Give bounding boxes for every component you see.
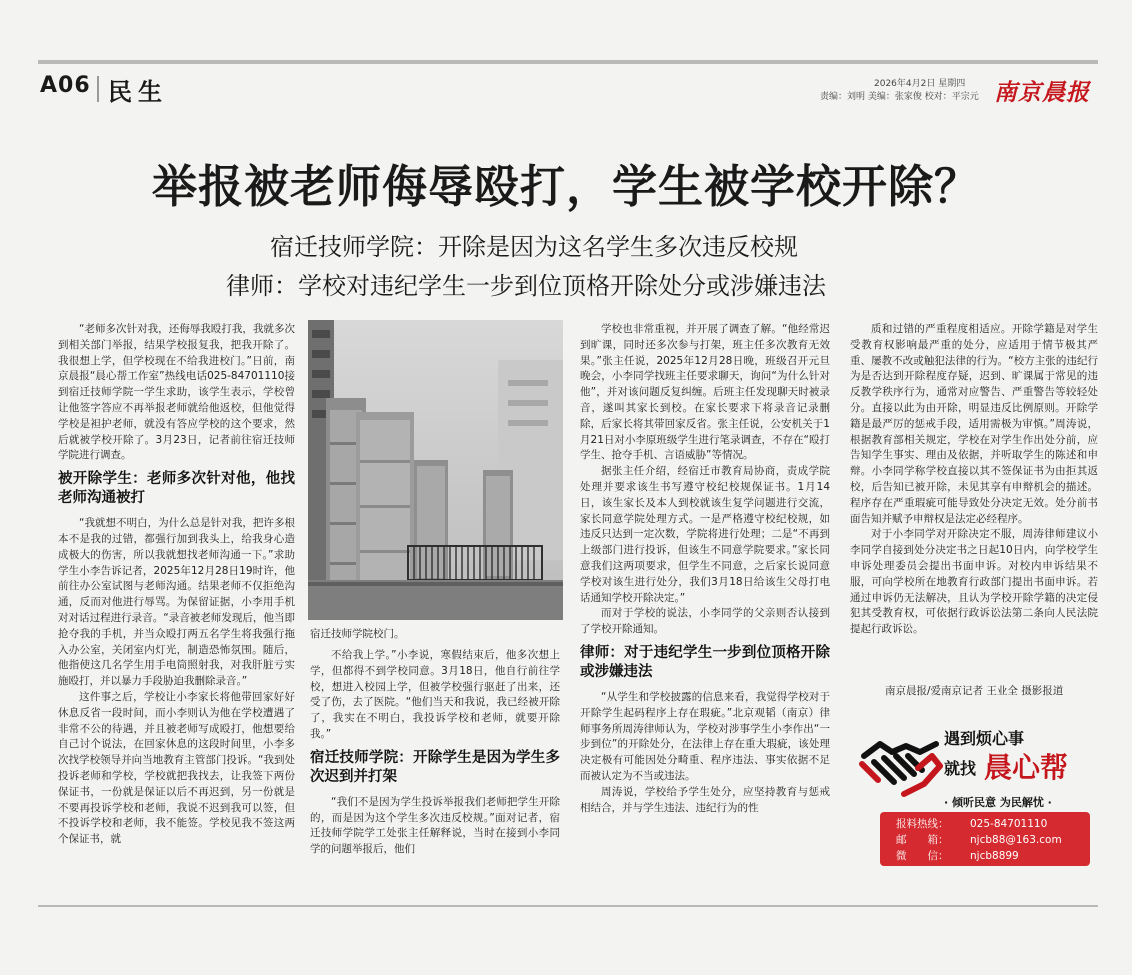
article-paragraph: 学校也非常重视，并开展了调查了解。“他经常迟到旷课，同时还多次参与打架，班主任多次教育无效果。”张主任说，2025年12月28日晚，班级召开元旦晚会，小李同学找班主任要求聊天，询问“为什么针对他”，并对该问题反复纠缠。后班主任发现聊天时被录音，遂叫其家长到校。在家长要求下将录音记录删除，后家长将其带回家反省。张主任说，公安机关于1月21日对小李原班级学生进行笔录调查，不存在“殴打学生、抢夺手机、言语威胁”等情况。 (580, 323, 830, 462)
ad-brand: 晨心帮 (984, 751, 1069, 784)
article-paragraph: 这件事之后，学校让小李家长将他带回家好好休息反省一段时间，而小李则认为他在学校遭遇了非常不公的待遇，并且被老师写成殴打，他想要给自己讨个说法，在回家休息的这段时间里，小李多次找学校领导并向当地教育主管部门投诉。“我到处投诉老师和学校，学校就把我找去，让我签下两份保证书，一份就是保证以后不再迟到，另一份就是不要再投诉学校和老师，我说不迟到我可以签，但不投诉学校和老师，我不能签。学校见我不签这两个保证书，就 (58, 690, 295, 846)
handshake-icon (858, 722, 944, 808)
article-paragraph: “我就想不明白，为什么总是针对我，把许多根本不是我的过错，都强行加到我头上，给我身心造成极大的伤害，所以我就想找老师沟通一下。”求助学生小李告诉记者，2025年12月28日19时许，他前往办公室试图与老师沟通。结果老师不仅拒绝沟通，反而对他进行辱骂。为保留证据，小李用手机对对话过程进行录音。“录音被老师发现后，他当即抢夺我的手机，并当众殴打两五名学生将我强行拖入办公室，关闭室内灯光，制造恐怖氛围。随后，他指使这几名学生用手电筒照射我，对我肝脏亏实施殴打，并以暴力手段胁迫我删除录音。” (58, 517, 295, 688)
contact-box (880, 812, 1090, 866)
article-paragraph: 对于小李同学对开除决定不服，周涛律师建议小李同学自接到处分决定书之日起10日内，向学校学生申诉处理委员会提出书面申诉。对校内申诉结果不服，可向学校所在地教育行政部门提出书面申诉。若通过申诉仍无法解决，且认为学校开除学籍的决定侵犯其受教育权，可依据行政诉讼法第二条向人民法院提起行政诉讼。 (850, 528, 1098, 636)
hotline-label: 报料热线： (896, 818, 949, 830)
article-paragraph: “从学生和学校披露的信息来看，我觉得学校对于开除学生起码程序上存在瑕疵。”北京观韬（南京）律师事务所周涛律师认为，学校对涉事学生小李作出“一步到位”的开除处分，在法律上存在重大瑕疵，该处理决定极有可能因处分畸重、程序违法、事实依据不足而被认定为不当或违法。 (580, 690, 830, 782)
wechat-row (896, 848, 1019, 863)
chenxinbang-ad (858, 716, 1098, 868)
article-paragraph: 而对于学校的说法，小李同学的父亲则否认接到了学校开除通知。 (580, 607, 830, 636)
subheadline-school: 宿迁技师学院：开除是因为这名学生多次违反校规 (270, 233, 798, 261)
subheadline-lawyer: 律师：学校对违纪学生一步到位顶格开除处分或涉嫌违法 (226, 272, 826, 300)
section-heading-lawyer: 律师：对于违纪学生一步到位顶格开除或涉嫌违法 (580, 644, 830, 680)
article-column-4 (850, 322, 1098, 638)
article-intro: “老师多次针对我，还侮辱我殴打我，我就多次到相关部门举报，结果学校报复我，把我开除了。我很想上学，但学校现在不给我进校门。”日前，南京晨报“晨心帮工作室”热线电话025-84701110接到宿迁技师学院一学生求助，该学生表示，学校曾让他签字答应不再举报老师就给他返校，但他觉得学校是袒护老师，就没有答应学校的这个要求，然后就被学校开除了。3月23日，记者前往宿迁技师学院进行调查。 (58, 323, 295, 462)
issue-date: 2026年4月2日 星期四 (874, 79, 966, 89)
bottom-rule (38, 905, 1098, 907)
photo-caption: 宿迁技师学院校门。 (310, 628, 405, 640)
ad-title-prefix: 就找 (944, 759, 977, 778)
article-paragraph: 周涛说，学校给予学生处分，应坚持教育与惩戒相结合，并与学生违法、违纪行为的性 (580, 785, 830, 814)
section-heading-school: 宿迁技师学院：开除学生是因为学生多次迟到并打架 (310, 749, 560, 785)
email-row (896, 832, 1062, 847)
hotline-row (896, 816, 1047, 831)
email-label: 邮 箱： (896, 834, 949, 846)
article-column-1 (58, 322, 295, 848)
section-heading-student: 被开除学生：老师多次针对他，他找老师沟通被打 (58, 471, 295, 507)
section-divider (97, 76, 99, 102)
ad-title: 遇到烦心事 (944, 729, 1025, 748)
article-column-2 (310, 648, 560, 858)
section-label: 民生 (108, 77, 168, 106)
article-paragraph: 不给我上学。”小李说，寒假结束后，他多次想上学，但都得不到学校同意。3月18日，他自行前往学校，想进入校园上学，但被学校强行驱赶了出来，还受了伤，去了医院。“他们当天和我说，我已经被开除了，我实在不明白，我投诉学校和老师，就要开除我。” (310, 649, 560, 740)
page-number: A06 (40, 73, 91, 98)
wechat-id: njcb8899 (970, 850, 1019, 862)
article-paragraph: 质和过错的严重程度相适应。开除学籍是对学生受教育权影响最严重的处分，应适用于情节极其严重、屡教不改或触犯法律的行为。“校方主张的违纪行为是否达到开除程度存疑，迟到、旷课属于常见的违反教学秩序行为，通常对应警告、严重警告等较轻处分。直接以此为由开除，明显违反比例原则。开除学籍是最严厉的惩戒手段，适用需极为审慎。”周涛说，根据教育部相关规定，学校在对学生作出处分前，应告知学生事实、理由及依据，并听取学生的陈述和申辩。小李同学称学校直接以其不签保证书为由拒其返校，后告知已被开除，未见其享有申辩机会的描述。程序存在严重瑕疵可能导致处分决定无效。处分前书面告知并赋予申辩权是法定必经程序。 (850, 323, 1098, 525)
article-column-3 (580, 322, 830, 816)
hotline-number: 025-84701110 (970, 818, 1048, 830)
article-paragraph: “我们不是因为学生投诉举报我们老师把学生开除的，而是因为这个学生多次违反校规。”面对记者，宿迁技师学院学工处张主任解释说，当时在接到小李同学的问题举报后，他们 (310, 795, 560, 856)
article-paragraph: 据张主任介绍，经宿迁市教育局协商，责成学院处理并要求该生书写遵守校纪校规保证书。1月14日，该生家长及本人到校就该生复学问题进行交流，家长同意学院处理方式。一是严格遵守校纪校规，如违反只达到一定次数，学院将进行处理；二是“不再到上级部门进行投诉，但该生不同意学院要求。”家长同意我们这两项要求，但学生不同意，之后家长说同意学校对该生进行处分，我们3月18日给该生父母打电话通知学校开除决定。” (580, 465, 830, 604)
school-gate-photo (308, 320, 563, 620)
main-headline: 举报被老师侮辱殴打，学生被学校开除？ (151, 160, 980, 213)
ad-slogan: · 倾听民意 为民解忧 · (944, 796, 1052, 809)
reporter-credit: 南京晨报/爱南京记者 王业全 摄影报道 (885, 685, 1064, 697)
wechat-label: 微 信： (896, 850, 949, 862)
email-address: njcb88@163.com (970, 834, 1062, 846)
top-rule (38, 60, 1098, 64)
editors-line: 责编：刘明 美编：张家俊 校对：平宗元 (820, 92, 979, 102)
newspaper-masthead: 南京晨报 (994, 79, 1090, 106)
